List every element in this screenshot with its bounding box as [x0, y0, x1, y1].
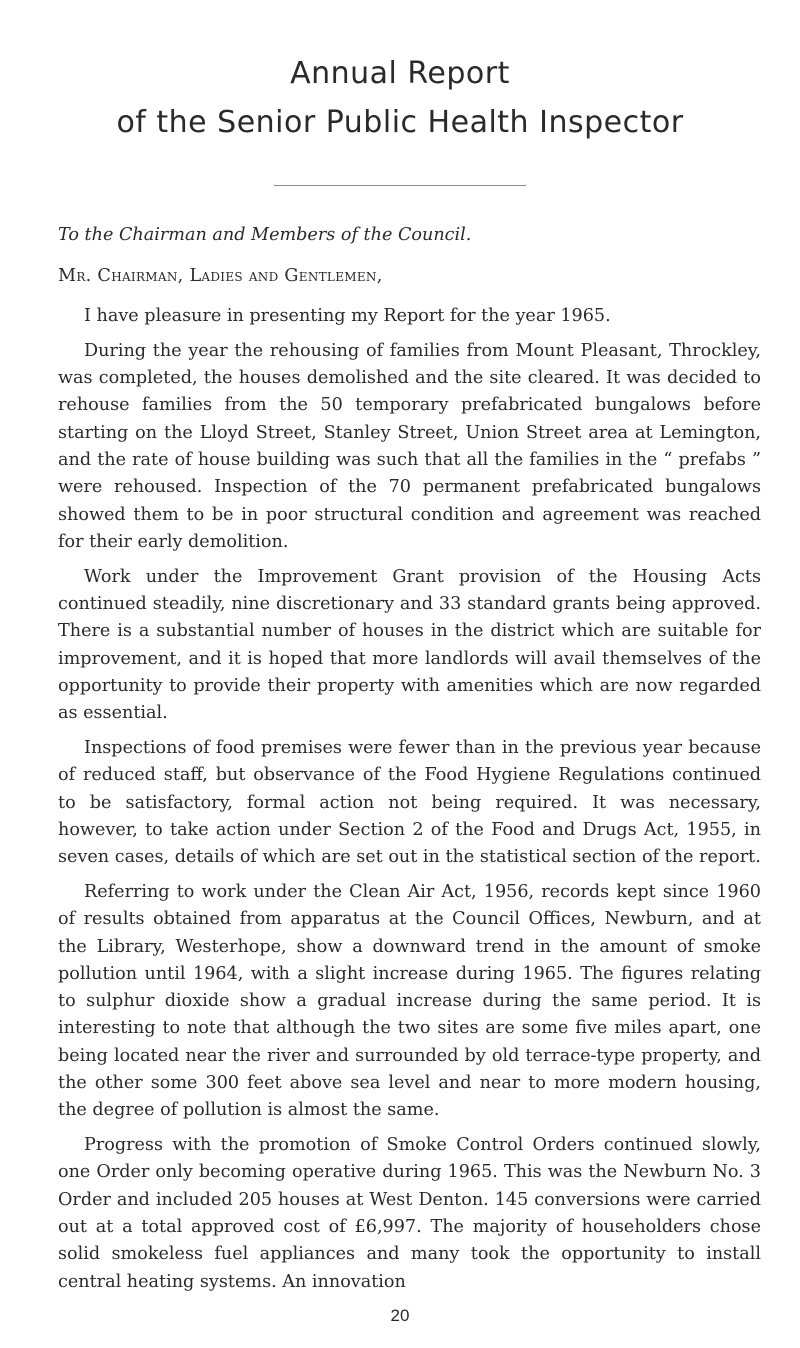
- paragraph: During the year the rehousing of families from Mount Pleasant, Throckley, was completed, the houses demolished and the site cleared. It was decided to rehouse families from the 50 temporary prefabricated bungalows before starting on the Lloyd Street, Stanley Street, Union Street area at Lemington, and the rate of house building was such that all the families in the “ prefabs ” were rehoused. Inspection of the 70 permanent prefabricated bungalows showed them to be in poor structural condition and agreement was reached for their early demolition.: [58, 340, 761, 552]
- paragraph: Inspections of food premises were fewer than in the previous year because of reduced staff, but observance of the Food Hygiene Regulations continued to be satisfactory, formal action not being required. It was necessary, however, to take action under Section 2 of the Food and Drugs Act, 1955, in seven cases, details of which are set out in the statistical section of the report.: [58, 737, 761, 868]
- addressee-line: To the Chairman and Members of the Council.: [58, 225, 472, 245]
- paragraph: Progress with the promotion of Smoke Control Orders continued slowly, one Order only becoming operative during 1965. This was the Newburn No. 3 Order and included 205 houses at West Denton. 145 conversions were carried out at a total approved cost of £6,997. The majority of householders chose solid smokeless fuel appliances and many took the opportunity to install central heating systems. An innovation: [58, 1135, 761, 1292]
- page-number: 20: [390, 1306, 410, 1325]
- paragraph: Work under the Improvement Grant provision of the Housing Acts continued steadily, nine discretionary and 33 standard grants being approved. There is a substantial number of houses in the district which are suitable for improvement, and it is hoped that more landlords will avail themselves of the opportunity to provide their property with amenities which are now regarded as essential.: [58, 566, 761, 724]
- greeting-line: Mr. Chairman, Ladies and Gentlemen,: [58, 266, 383, 286]
- paragraph: I have pleasure in presenting my Report for the year 1965.: [84, 306, 611, 326]
- report-title-line-2: of the Senior Public Health Inspector: [116, 105, 684, 140]
- report-title-line-1: Annual Report: [290, 56, 510, 91]
- title-divider: [274, 185, 526, 186]
- paragraph: Referring to work under the Clean Air Act, 1956, records kept since 1960 of results obtained from apparatus at the Council Offices, Newburn, and at the Library, Westerhope, show a downward trend in the amount of smoke pollution until 1964, with a slight increase during 1965. The figures relating to sulphur dioxide show a gradual increase during the same period. It is interesting to note that although the two sites are some five miles apart, one being located near the river and surrounded by old terrace-type property, and the other some 300 feet above sea level and near to more modern housing, the degree of pollution is almost the same.: [58, 881, 761, 1121]
- report-body: [58, 303, 761, 1303]
